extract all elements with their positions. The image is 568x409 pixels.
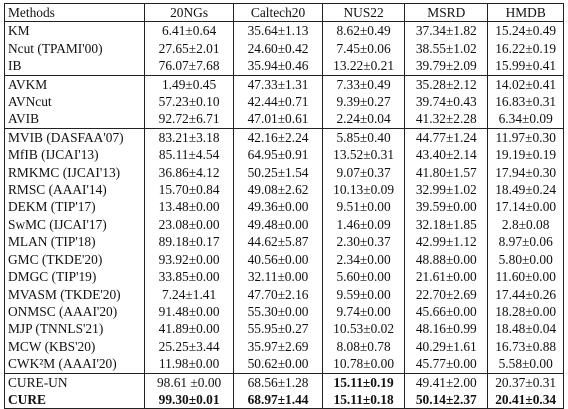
value-cell: 43.40±2.14 — [405, 146, 488, 163]
value-cell: 2.30±0.37 — [322, 233, 404, 250]
method-name-cell: MLAN (TIP'18) — [5, 233, 145, 250]
value-cell: 5.80±0.00 — [488, 251, 564, 268]
value-cell: 32.99±1.02 — [405, 181, 488, 198]
value-cell: 10.53±0.02 — [322, 320, 404, 337]
method-name-cell: MJP (TNNLS'21) — [5, 320, 145, 337]
table-row — [5, 164, 564, 181]
value-cell: 85.11±4.54 — [145, 146, 234, 163]
table-row — [5, 110, 564, 128]
table-row — [5, 22, 564, 40]
value-cell: 19.19±0.19 — [488, 146, 564, 163]
value-cell: 14.02±0.41 — [488, 75, 564, 93]
value-cell: 15.11±0.19 — [322, 373, 404, 391]
header-20ngs: 20NGs — [145, 4, 234, 22]
value-cell: 38.55±1.02 — [405, 40, 488, 57]
table-row — [5, 373, 564, 391]
value-cell: 35.28±2.12 — [405, 75, 488, 93]
value-cell: 49.48±0.00 — [234, 216, 323, 233]
value-cell: 39.59±0.00 — [405, 198, 488, 215]
value-cell: 9.51±0.00 — [322, 198, 404, 215]
value-cell: 44.62±5.87 — [234, 233, 323, 250]
value-cell: 23.08±0.00 — [145, 216, 234, 233]
header-msrd: MSRD — [405, 4, 488, 22]
value-cell: 16.22±0.19 — [488, 40, 564, 57]
value-cell: 55.95±0.27 — [234, 320, 323, 337]
value-cell: 7.33±0.49 — [322, 75, 404, 93]
value-cell: 5.58±0.00 — [488, 355, 564, 373]
table-row — [5, 128, 564, 146]
value-cell: 11.98±0.00 — [145, 355, 234, 373]
method-name-cell: GMC (TKDE'20) — [5, 251, 145, 268]
value-cell: 42.16±2.24 — [234, 128, 323, 146]
value-cell: 45.66±0.00 — [405, 303, 488, 320]
value-cell: 48.88±0.00 — [405, 251, 488, 268]
value-cell: 47.33±1.31 — [234, 75, 323, 93]
table-row — [5, 75, 564, 93]
method-name-cell: IB — [5, 57, 145, 75]
value-cell: 15.70±0.84 — [145, 181, 234, 198]
value-cell: 49.36±0.00 — [234, 198, 323, 215]
table-row — [5, 355, 564, 373]
value-cell: 17.94±0.30 — [488, 164, 564, 181]
value-cell: 9.59±0.00 — [322, 286, 404, 303]
table-row — [5, 286, 564, 303]
method-name-cell: KM — [5, 22, 145, 40]
value-cell: 15.99±0.41 — [488, 57, 564, 75]
table-row — [5, 93, 564, 110]
value-cell: 8.62±0.49 — [322, 22, 404, 40]
value-cell: 39.74±0.43 — [405, 93, 488, 110]
method-name-cell: AVKM — [5, 75, 145, 93]
value-cell: 41.32±2.28 — [405, 110, 488, 128]
value-cell: 42.44±0.71 — [234, 93, 323, 110]
value-cell: 40.29±1.61 — [405, 338, 488, 355]
table-row — [5, 57, 564, 75]
table-row — [5, 216, 564, 233]
value-cell: 32.11±0.00 — [234, 268, 323, 285]
value-cell: 6.34±0.09 — [488, 110, 564, 128]
value-cell: 68.97±1.44 — [234, 391, 323, 409]
value-cell: 16.73±0.88 — [488, 338, 564, 355]
value-cell: 13.52±0.31 — [322, 146, 404, 163]
value-cell: 1.49±0.45 — [145, 75, 234, 93]
table-row — [5, 268, 564, 285]
value-cell: 83.21±3.18 — [145, 128, 234, 146]
method-name-cell: AVIB — [5, 110, 145, 128]
value-cell: 24.60±0.42 — [234, 40, 323, 57]
value-cell: 93.92±0.00 — [145, 251, 234, 268]
table-row — [5, 233, 564, 250]
value-cell: 17.14±0.00 — [488, 198, 564, 215]
table-row — [5, 40, 564, 57]
value-cell: 13.48±0.00 — [145, 198, 234, 215]
table-row — [5, 338, 564, 355]
value-cell: 13.22±0.21 — [322, 57, 404, 75]
value-cell: 76.07±7.68 — [145, 57, 234, 75]
header-hmdb: HMDB — [488, 4, 564, 22]
value-cell: 92.72±6.71 — [145, 110, 234, 128]
value-cell: 47.70±2.16 — [234, 286, 323, 303]
value-cell: 9.39±0.27 — [322, 93, 404, 110]
value-cell: 48.16±0.99 — [405, 320, 488, 337]
table-row — [5, 391, 564, 409]
value-cell: 64.95±0.91 — [234, 146, 323, 163]
value-cell: 22.70±2.69 — [405, 286, 488, 303]
method-name-cell: MfIB (IJCAI'13) — [5, 146, 145, 163]
value-cell: 49.08±2.62 — [234, 181, 323, 198]
method-name-cell: CURE-UN — [5, 373, 145, 391]
value-cell: 68.56±1.28 — [234, 373, 323, 391]
table-row — [5, 251, 564, 268]
value-cell: 2.34±0.00 — [322, 251, 404, 268]
value-cell: 18.48±0.04 — [488, 320, 564, 337]
value-cell: 98.61 ±0.00 — [145, 373, 234, 391]
value-cell: 21.61±0.00 — [405, 268, 488, 285]
method-name-cell: ONMSC (AAAI'20) — [5, 303, 145, 320]
value-cell: 11.60±0.00 — [488, 268, 564, 285]
value-cell: 10.78±0.00 — [322, 355, 404, 373]
method-name-cell: RMKMC (IJCAI'13) — [5, 164, 145, 181]
method-name-cell: MVIB (DASFAA'07) — [5, 128, 145, 146]
method-name-cell: SwMC (IJCAI'17) — [5, 216, 145, 233]
value-cell: 41.89±0.00 — [145, 320, 234, 337]
value-cell: 49.41±2.00 — [405, 373, 488, 391]
value-cell: 20.37±0.31 — [488, 373, 564, 391]
value-cell: 5.85±0.40 — [322, 128, 404, 146]
value-cell: 25.25±3.44 — [145, 338, 234, 355]
method-name-cell: CURE — [5, 391, 145, 409]
value-cell: 42.99±1.12 — [405, 233, 488, 250]
value-cell: 1.46±0.09 — [322, 216, 404, 233]
value-cell: 15.11±0.18 — [322, 391, 404, 409]
value-cell: 2.24±0.04 — [322, 110, 404, 128]
value-cell: 50.25±1.54 — [234, 164, 323, 181]
value-cell: 37.34±1.82 — [405, 22, 488, 40]
value-cell: 99.30±0.01 — [145, 391, 234, 409]
header-nus22: NUS22 — [322, 4, 404, 22]
table-row — [5, 303, 564, 320]
value-cell: 7.24±1.41 — [145, 286, 234, 303]
value-cell: 7.45±0.06 — [322, 40, 404, 57]
header-caltech20: Caltech20 — [234, 4, 323, 22]
value-cell: 44.77±1.24 — [405, 128, 488, 146]
value-cell: 41.80±1.57 — [405, 164, 488, 181]
table-row — [5, 181, 564, 198]
table-row — [5, 320, 564, 337]
method-name-cell: RMSC (AAAI'14) — [5, 181, 145, 198]
value-cell: 17.44±0.26 — [488, 286, 564, 303]
value-cell: 27.65±2.01 — [145, 40, 234, 57]
value-cell: 35.97±2.69 — [234, 338, 323, 355]
value-cell: 55.30±0.00 — [234, 303, 323, 320]
value-cell: 45.77±0.00 — [405, 355, 488, 373]
table-row — [5, 198, 564, 215]
method-name-cell: DEKM (TIP'17) — [5, 198, 145, 215]
value-cell: 16.83±0.31 — [488, 93, 564, 110]
value-cell: 40.56±0.00 — [234, 251, 323, 268]
value-cell: 50.14±2.37 — [405, 391, 488, 409]
method-name-cell: MVASM (TKDE'20) — [5, 286, 145, 303]
value-cell: 89.18±0.17 — [145, 233, 234, 250]
value-cell: 50.62±0.00 — [234, 355, 323, 373]
value-cell: 18.49±0.24 — [488, 181, 564, 198]
value-cell: 9.07±0.37 — [322, 164, 404, 181]
value-cell: 8.97±0.06 — [488, 233, 564, 250]
method-name-cell: CWK²M (AAAI'20) — [5, 355, 145, 373]
method-name-cell: AVNcut — [5, 93, 145, 110]
value-cell: 15.24±0.49 — [488, 22, 564, 40]
method-name-cell: DMGC (TIP'19) — [5, 268, 145, 285]
table-row — [5, 146, 564, 163]
value-cell: 39.79±2.09 — [405, 57, 488, 75]
results-body — [5, 22, 564, 409]
value-cell: 57.23±0.10 — [145, 93, 234, 110]
header-row — [5, 4, 564, 22]
value-cell: 47.01±0.61 — [234, 110, 323, 128]
value-cell: 5.60±0.00 — [322, 268, 404, 285]
value-cell: 33.85±0.00 — [145, 268, 234, 285]
value-cell: 91.48±0.00 — [145, 303, 234, 320]
method-name-cell: Ncut (TPAMI'00) — [5, 40, 145, 57]
value-cell: 8.08±0.78 — [322, 338, 404, 355]
results-table — [4, 3, 564, 409]
value-cell: 9.74±0.00 — [322, 303, 404, 320]
header-methods: Methods — [5, 4, 145, 22]
value-cell: 2.8±0.08 — [488, 216, 564, 233]
value-cell: 35.94±0.46 — [234, 57, 323, 75]
value-cell: 6.41±0.64 — [145, 22, 234, 40]
value-cell: 18.28±0.00 — [488, 303, 564, 320]
value-cell: 36.86±4.12 — [145, 164, 234, 181]
value-cell: 32.18±1.85 — [405, 216, 488, 233]
method-name-cell: MCW (KBS'20) — [5, 338, 145, 355]
value-cell: 35.64±1.13 — [234, 22, 323, 40]
value-cell: 10.13±0.09 — [322, 181, 404, 198]
value-cell: 11.97±0.30 — [488, 128, 564, 146]
value-cell: 20.41±0.34 — [488, 391, 564, 409]
